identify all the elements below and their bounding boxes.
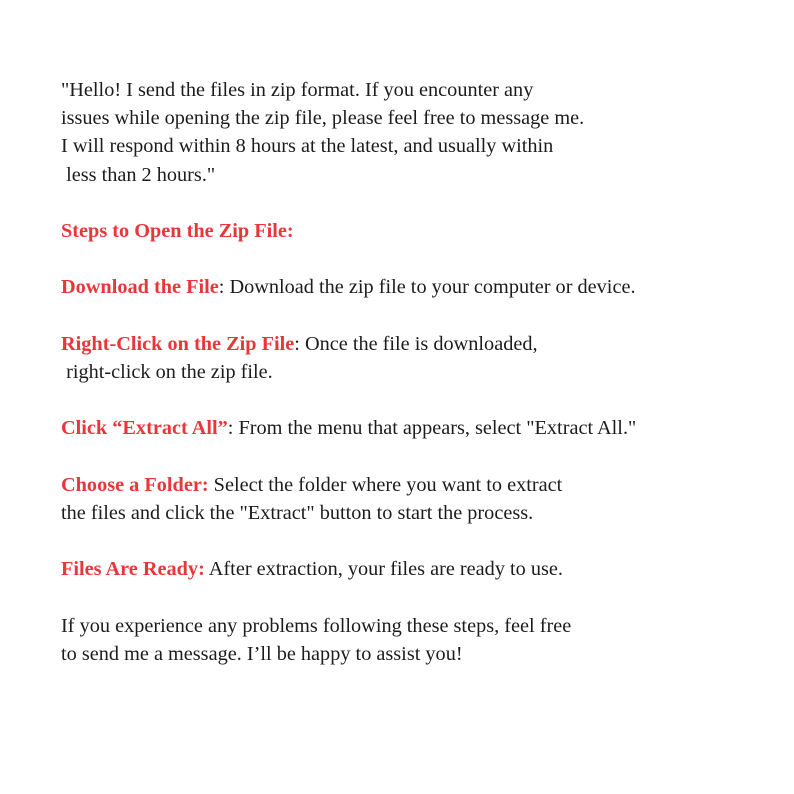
spacer: [61, 386, 776, 414]
step-title: Choose a Folder:: [61, 473, 209, 496]
intro-line-2: issues while opening the zip file, please feel free to message me.: [61, 107, 585, 130]
step-description: : Once the file is downloaded,: [294, 332, 538, 355]
spacer: [61, 583, 776, 611]
step-description: Select the folder where you want to extract: [208, 473, 563, 496]
step-download: [61, 273, 776, 301]
intro-line-3: I will respond within 8 hours at the latest, and usually within: [61, 135, 554, 158]
step-description: After extraction, your files are ready to use.: [204, 558, 563, 581]
step-choose-folder: [61, 471, 776, 499]
closing-line-1: If you experience any problems following these steps, feel free: [61, 614, 572, 637]
step-title: Click “Extract All”: [61, 417, 228, 440]
spacer: [61, 189, 776, 217]
intro-line-4: less than 2 hours.": [61, 163, 216, 186]
closing-line-2: to send me a message. I’ll be happy to assist you!: [61, 642, 463, 665]
step-choose-folder-continued: the files and click the "Extract" button to start the process.: [61, 501, 534, 524]
step-description: : From the menu that appears, select "Extract All.": [227, 417, 637, 440]
step-extract-all: [61, 414, 776, 442]
step-files-ready: [61, 555, 776, 583]
step-title: Right-Click on the Zip File: [61, 332, 295, 355]
spacer: [61, 527, 776, 555]
step-title: Files Are Ready:: [61, 558, 205, 581]
step-right-click: [61, 330, 776, 358]
spacer: [61, 442, 776, 470]
intro-line-1: "Hello! I send the files in zip format. If you encounter any: [61, 79, 534, 101]
steps-heading: Steps to Open the Zip File:: [61, 219, 294, 242]
step-title: Download the File: [61, 276, 219, 299]
instructions-text: [61, 76, 776, 668]
spacer: [61, 245, 776, 273]
step-right-click-continued: right-click on the zip file.: [61, 360, 273, 383]
spacer: [61, 302, 776, 330]
step-description: : Download the zip file to your computer or device.: [218, 276, 636, 299]
